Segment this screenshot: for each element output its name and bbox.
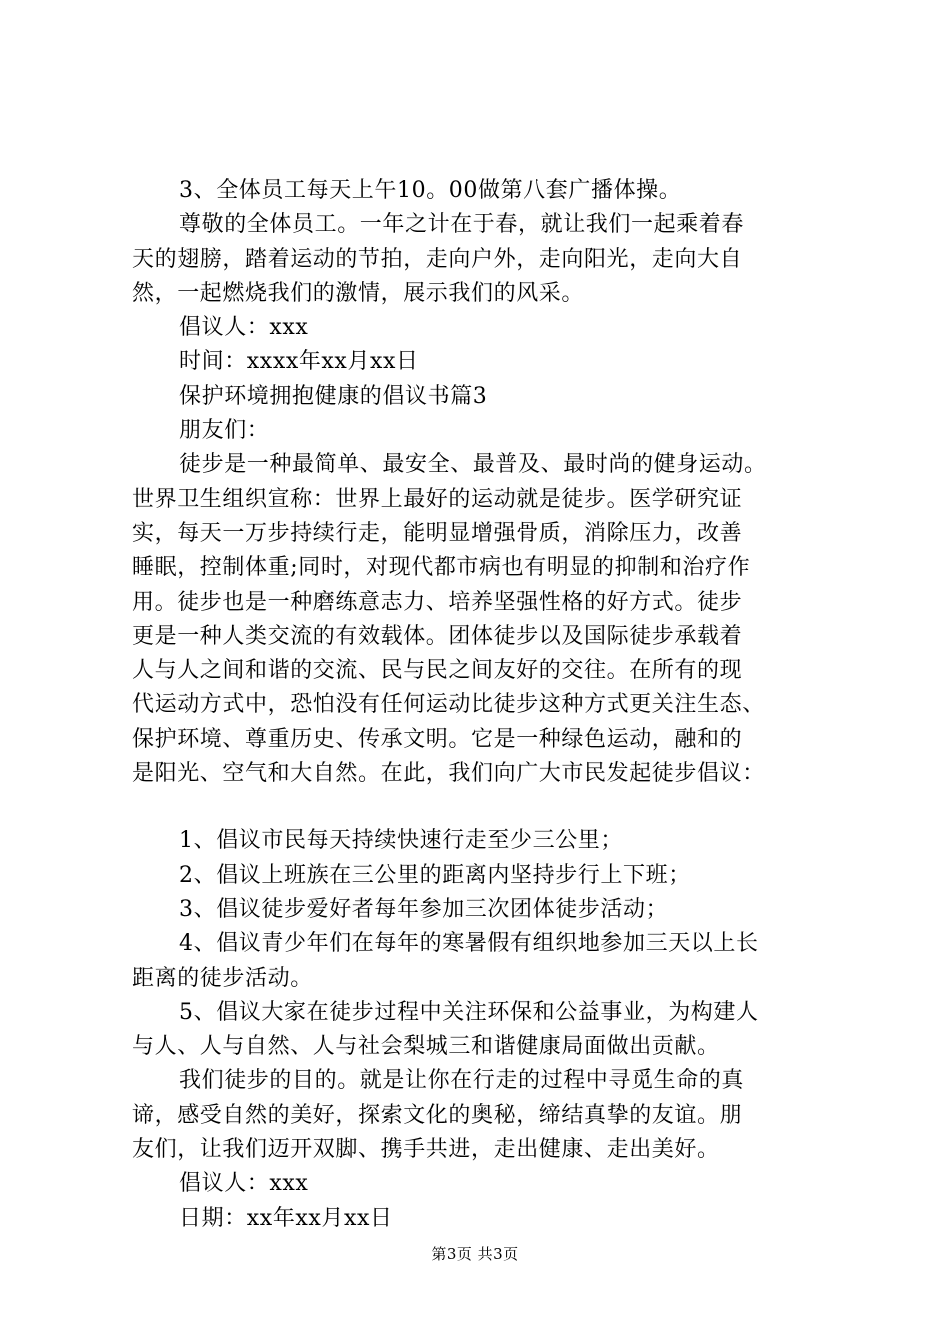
- date-line: 日期：xx年xx月xx日: [179, 1205, 393, 1231]
- paragraph-line: 实，每天一万步持续行走，能明显增强骨质，消除压力，改善: [132, 520, 743, 546]
- paragraph-gap: [132, 791, 822, 824]
- paragraph-line: 代运动方式中，恐怕没有任何运动比徒步这种方式更关注生态、: [132, 692, 765, 718]
- paragraph-line: 友们，让我们迈开双脚、携手共进，走出健康、走出美好。: [132, 1137, 720, 1163]
- list-item: 5、倡议大家在徒步过程中关注环保和公益事业，为构建人: [179, 999, 759, 1025]
- paragraph-line: 睡眠，控制体重;同时，对现代都市病也有明显的抑制和治疗作: [132, 555, 751, 581]
- document-body: [132, 174, 822, 1236]
- date-line: 时间：xxxx年xx月xx日: [179, 349, 419, 375]
- signatory-line: 倡议人：xxx: [179, 315, 309, 341]
- section-title: 保护环境拥抱健康的倡议书篇3: [179, 383, 488, 409]
- paragraph-line: 尊敬的全体员工。一年之计在于春，就让我们一起乘着春: [179, 212, 745, 238]
- paragraph-line: 保护环境、尊重历史、传承文明。它是一种绿色运动，融和的: [132, 726, 743, 752]
- paragraph-line: 更是一种人类交流的有效载体。团体徒步以及国际徒步承载着: [132, 623, 743, 649]
- list-item: 4、倡议青少年们在每年的寒暑假有组织地参加三天以上长: [179, 931, 759, 957]
- paragraph-line: 3、全体员工每天上午10。00做第八套广播体操。: [179, 178, 682, 203]
- signatory-line: 倡议人：xxx: [179, 1171, 309, 1197]
- list-item-continuation: 距离的徒步活动。: [132, 965, 313, 991]
- list-item: 2、倡议上班族在三公里的距离内坚持步行上下班；: [179, 862, 691, 888]
- paragraph-line: 人与人之间和谐的交流、民与民之间友好的交往。在所有的现: [132, 658, 743, 684]
- list-item: 3、倡议徒步爱好者每年参加三次团体徒步活动；: [179, 896, 669, 922]
- paragraph-line: 世界卫生组织宣称：世界上最好的运动就是徒步。医学研究证: [132, 486, 743, 512]
- list-item: 1、倡议市民每天持续快速行走至少三公里；: [179, 828, 623, 854]
- paragraph-line: 用。徒步也是一种磨练意志力、培养坚强性格的好方式。徒步: [132, 589, 743, 615]
- salutation: 朋友们：: [179, 418, 270, 444]
- list-item-continuation: 与人、人与自然、人与社会梨城三和谐健康局面做出贡献。: [132, 1034, 720, 1060]
- paragraph-line: 我们徒步的目的。就是让你在行走的过程中寻觅生命的真: [179, 1068, 745, 1094]
- paragraph-line: 谛，感受自然的美好，探索文化的奥秘，缔结真挚的友谊。朋: [132, 1102, 743, 1128]
- paragraph-line: 然，一起燃烧我们的激情，展示我们的风采。: [132, 280, 585, 306]
- paragraph-line: 天的翅膀，踏着运动的节拍，走向户外，走向阳光，走向大自: [132, 246, 743, 272]
- paragraph-line: 徒步是一种最简单、最安全、最普及、最时尚的健身运动。: [179, 452, 767, 478]
- paragraph-line: 是阳光、空气和大自然。在此，我们向广大市民发起徒步倡议：: [132, 761, 765, 787]
- page-footer: 第3页 共3页: [431, 1245, 519, 1263]
